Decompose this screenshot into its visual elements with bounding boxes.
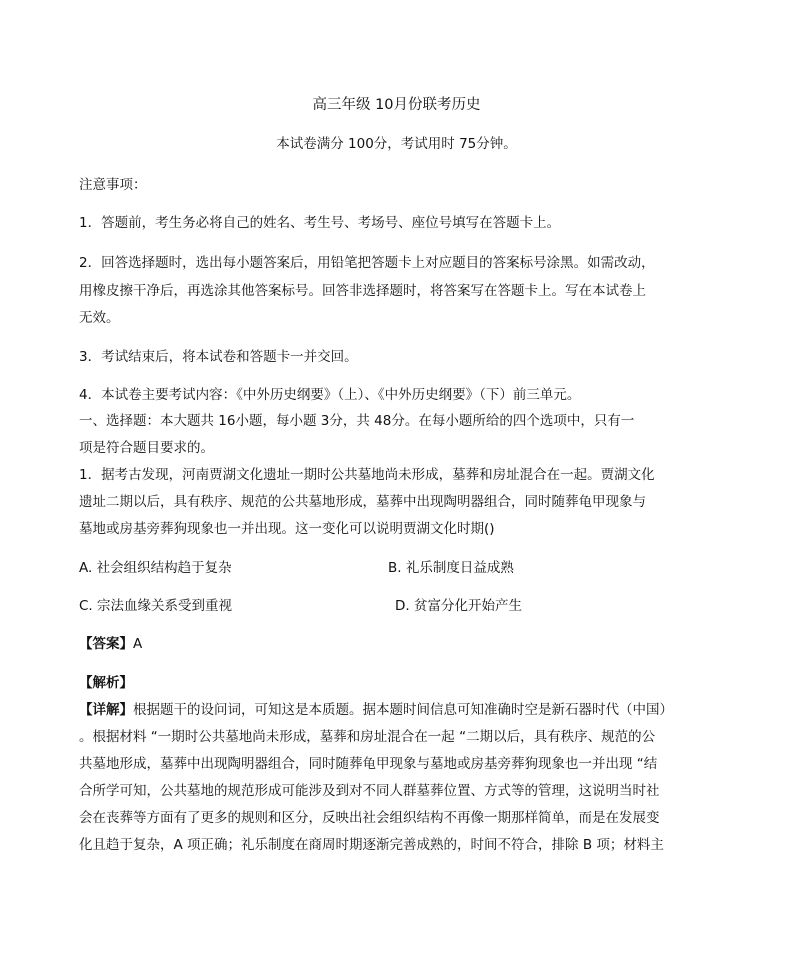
notice-item-3: 3．考试结束后，将本试卷和答题卡一并交回。 [79, 349, 358, 365]
detail-line-2: 。根据材料 “一期时公共墓地尚未形成，墓葬和房址混合在一起 “二期以后，具有秩序、规范的公 [79, 729, 656, 745]
question-1-line-3: 墓地或房基旁葬狗现象也一并出现。这一变化可以说明贾湖文化时期() [79, 521, 495, 537]
answer-value: A [133, 636, 143, 652]
section-1-line-1: 一、选择题：本大题共 16小题，每小题 3分，共 48分。在每小题所给的四个选项中，只有一 [79, 413, 635, 429]
notice-item-2-line-2: 用橡皮擦干净后，再选涂其他答案标号。回答非选择题时，将答案写在答题卡上。写在本试卷上 [79, 283, 646, 299]
notice-heading: 注意事项： [79, 177, 147, 193]
detail-label: 【详解】 [79, 702, 133, 718]
detail-line-4: 合所学可知，公共墓地的规范形成可能涉及到对不同人群墓葬位置、方式等的管理，这说明当时社 [79, 783, 660, 799]
exam-title: 高三年级 10月份联考历史 [312, 97, 481, 113]
detail-line-6: 化且趋于复杂，A 项正确；礼乐制度在商周时期逐渐完善成熟的，时间不符合，排除 B 项；材料主 [79, 837, 664, 853]
section-1-line-2: 项是符合题目要求的。 [79, 440, 214, 456]
exam-subtitle: 本试卷满分 100分，考试用时 75分钟。 [276, 136, 517, 152]
detail-line-1 [79, 700, 673, 720]
option-c: C. 宗法血缘关系受到重视 [79, 598, 233, 614]
answer-line [79, 634, 142, 654]
option-b: B. 礼乐制度日益成熟 [388, 560, 514, 576]
question-1-line-2: 遗址二期以后，具有秩序、规范的公共墓地形成，墓葬中出现陶明器组合，同时随葬龟甲现象与 [79, 494, 646, 510]
analysis-label: 【解析】 [79, 675, 133, 691]
notice-item-2-line-1: 2．回答选择题时，选出每小题答案后，用铅笔把答题卡上对应题目的答案标号涂黑。如需改动， [79, 255, 655, 271]
detail-line-3: 共墓地形成，墓葬中出现陶明器组合，同时随葬龟甲现象与墓地或房基旁葬狗现象也一并出现 “结 [79, 756, 658, 772]
answer-label: 【答案】 [79, 636, 133, 652]
question-1-line-1: 1．据考古发现，河南贾湖文化遗址一期时公共墓地尚未形成，墓葬和房址混合在一起。贾湖文化 [79, 467, 655, 483]
detail-text-1: 根据题干的设问词，可知这是本质题。据本题时间信息可知准确时空是新石器时代（中国） [133, 702, 673, 718]
notice-item-1: 1．答题前，考生务必将自己的姓名、考生号、考场号、座位号填写在答题卡上。 [79, 215, 561, 231]
option-d: D. 贫富分化开始产生 [395, 598, 522, 614]
notice-item-2-line-3: 无效。 [79, 310, 120, 326]
detail-line-5: 会在丧葬等方面有了更多的规则和区分，反映出社会组织结构不再像一期那样简单，而是在发展变 [79, 810, 660, 826]
option-a: A. 社会组织结构趋于复杂 [79, 560, 232, 576]
notice-item-4: 4．本试卷主要考试内容：《中外历史纲要》（上）、《中外历史纲要》（下）前三单元。 [79, 387, 581, 403]
